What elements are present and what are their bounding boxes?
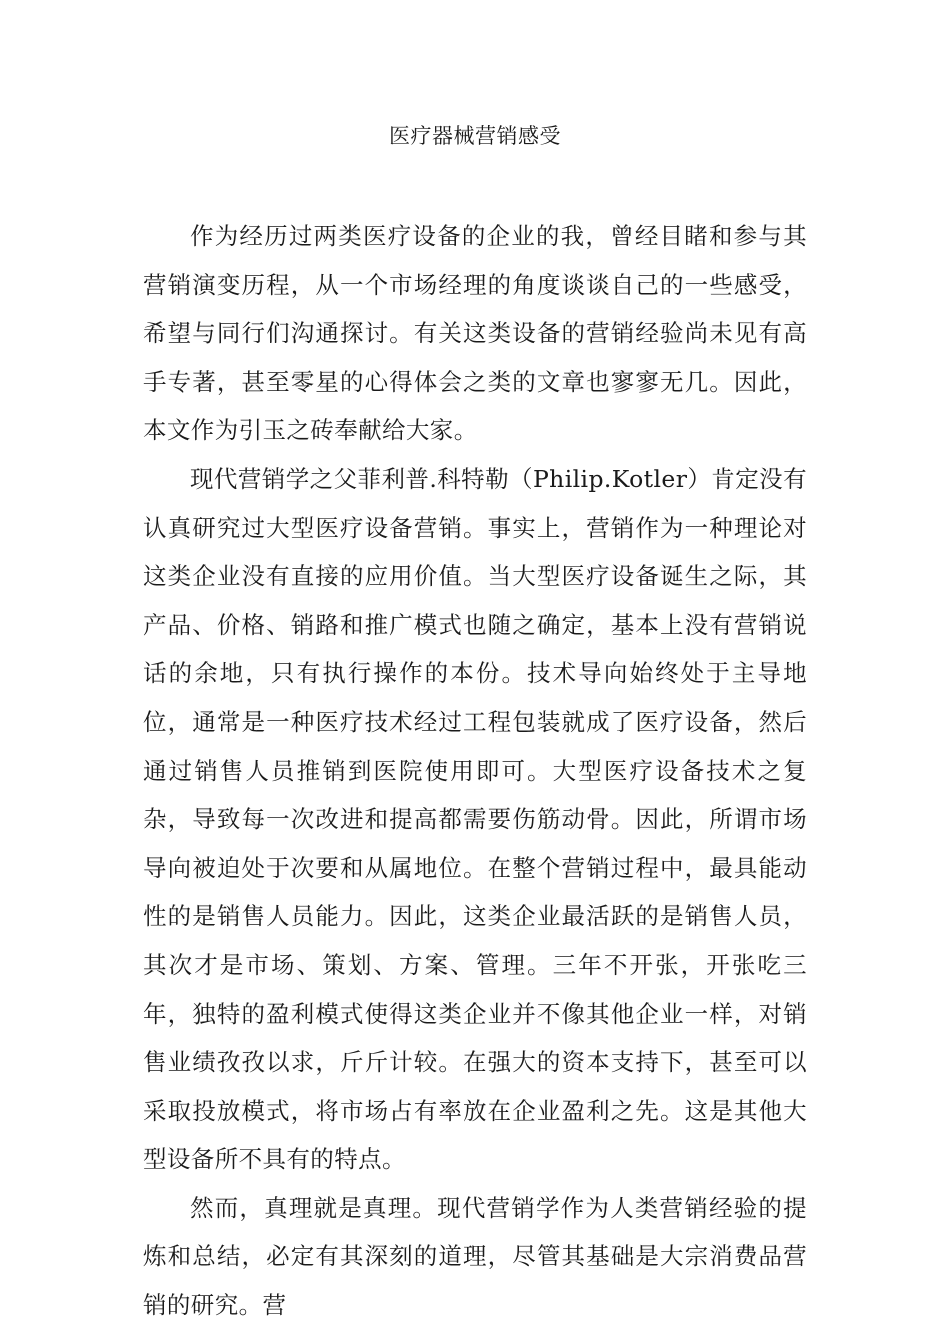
paragraph-3: 然而，真理就是真理。现代营销学作为人类营销经验的提炼和总结，必定有其深刻的道理，尽管其基础是大宗消费品营销的研究。营: [143, 1193, 807, 1320]
document-body: [143, 212, 807, 1330]
document-title: 医疗器械营销感受: [389, 124, 561, 148]
paragraph-2: 现代营销学之父菲利普.科特勒（Philip.Kotler）肯定没有认真研究过大型医疗设备营销。事实上，营销作为一种理论对这类企业没有直接的应用价值。当大型医疗设备诞生之际，其产品、价格、销路和推广模式也随之确定，基本上没有营销说话的余地，只有执行操作的本份。技术导向始终处于主导地位，通常是一种医疗技术经过工程包装就成了医疗设备，然后通过销售人员推销到医院使用即可。大型医疗设备技术之复杂，导致每一次改进和提高都需要伤筋动骨。因此，所谓市场导向被迫处于次要和从属地位。在整个营销过程中，最具能动性的是销售人员能力。因此，这类企业最活跃的是销售人员，其次才是市场、策划、方案、管理。三年不开张，开张吃三年，独特的盈利模式使得这类企业并不像其他企业一样，对销售业绩孜孜以求，斤斤计较。在强大的资本支持下，甚至可以采取投放模式，将市场占有率放在企业盈利之先。这是其他大型设备所不具有的特点。: [143, 464, 807, 1174]
paragraph-1: 作为经历过两类医疗设备的企业的我，曾经目睹和参与其营销演变历程，从一个市场经理的角度谈谈自己的一些感受，希望与同行们沟通探讨。有关这类设备的营销经验尚未见有高手专著，甚至零星的心得体会之类的文章也寥寥无几。因此，本文作为引玉之砖奉献给大家。: [143, 222, 807, 445]
